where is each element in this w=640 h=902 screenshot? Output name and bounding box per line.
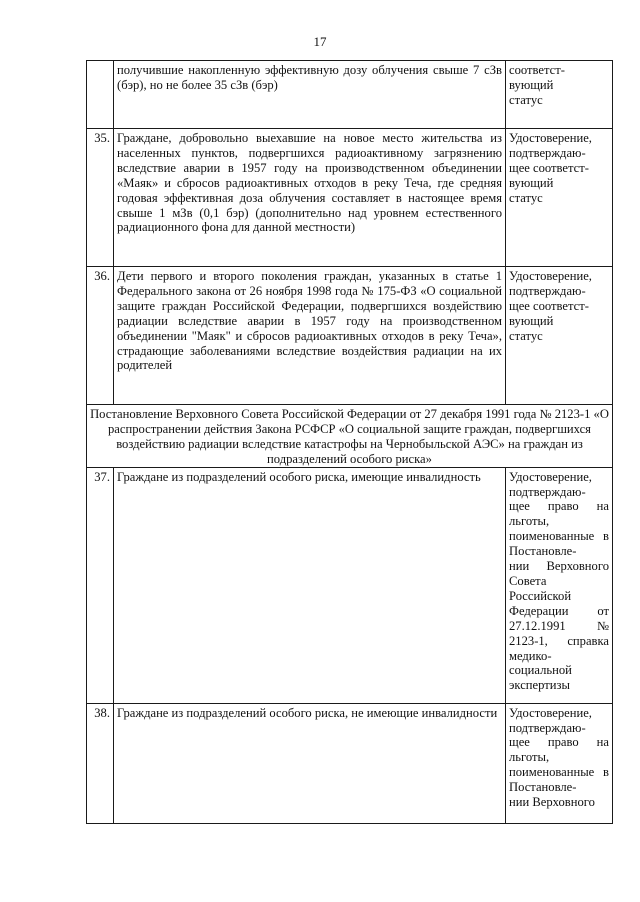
table-row bbox=[87, 61, 613, 129]
section-heading: Постановление Верховного Совета Российской Федерации от 27 декабря 1991 года № 2123-1 «О распространении действия Закона РСФСР «О социальной защите граждан, подвергшихся воздействию радиации вследствие катастрофы на Чернобыльской АЭС» на граждан из подразделений особого риска» bbox=[87, 405, 613, 468]
category-description: Граждане из подразделений особого риска, имеющие инвалидность bbox=[114, 467, 506, 703]
table-row bbox=[87, 703, 613, 823]
required-document: Удостоверение, подтверждаю- щее соответст- вующий статус bbox=[506, 129, 613, 267]
row-number bbox=[87, 61, 114, 129]
category-description: Дети первого и второго поколения граждан, указанных в статье 1 Федерального закона от 26 ноября 1998 года № 175-ФЗ «О социальной защите граждан Российской Федерации, подвергшихся воздействию радиации вследствие аварии в 1957 году на производственном объединении "Маяк" и сбросов радиоактивных отходов в реку Теча», страдающие заболеваниями вследствие воздействия радиации на их родителей bbox=[114, 267, 506, 405]
row-number: 35. bbox=[87, 129, 114, 267]
table-row bbox=[87, 467, 613, 703]
required-document: Удостоверение, подтверждаю- щее соответст- вующий статус bbox=[506, 267, 613, 405]
row-number: 36. bbox=[87, 267, 114, 405]
required-document: Удостоверение, подтверждаю- щее право на льготы, поименованные в Постановле- нии Верховного Совета Российской Федерации от 27.12.1991 № 2123-1, справка медико- социальной экспертизы bbox=[506, 467, 613, 703]
category-description: Граждане, добровольно выехавшие на новое место жительства из населенных пунктов, подвергшихся радиоактивному загрязнению вследствие аварии в 1957 году на производственном объединении «Маяк» и сбросов радиоактивных отходов в реку Теча, где средняя годовая эффективная доза облучения составляет в настоящее время свыше 1 мЗв (0,1 бэр) (дополнительно над уровнем естественного радиационного фона для данной местности) bbox=[114, 129, 506, 267]
table-row bbox=[87, 129, 613, 267]
row-number: 38. bbox=[87, 703, 114, 823]
benefits-table bbox=[86, 60, 613, 824]
page-number: 17 bbox=[313, 34, 327, 49]
table-row bbox=[87, 267, 613, 405]
required-document: Удостоверение, подтверждаю- щее право на льготы, поименованные в Постановле- нии Верховного bbox=[506, 703, 613, 823]
category-description: Граждане из подразделений особого риска, не имеющие инвалидности bbox=[114, 703, 506, 823]
category-description: получившие накопленную эффективную дозу облучения свыше 7 сЗв (бэр), но не более 35 сЗв (бэр) bbox=[114, 61, 506, 129]
section-header-row bbox=[87, 405, 613, 468]
row-number: 37. bbox=[87, 467, 114, 703]
required-document: соответст- вующий статус bbox=[506, 61, 613, 129]
